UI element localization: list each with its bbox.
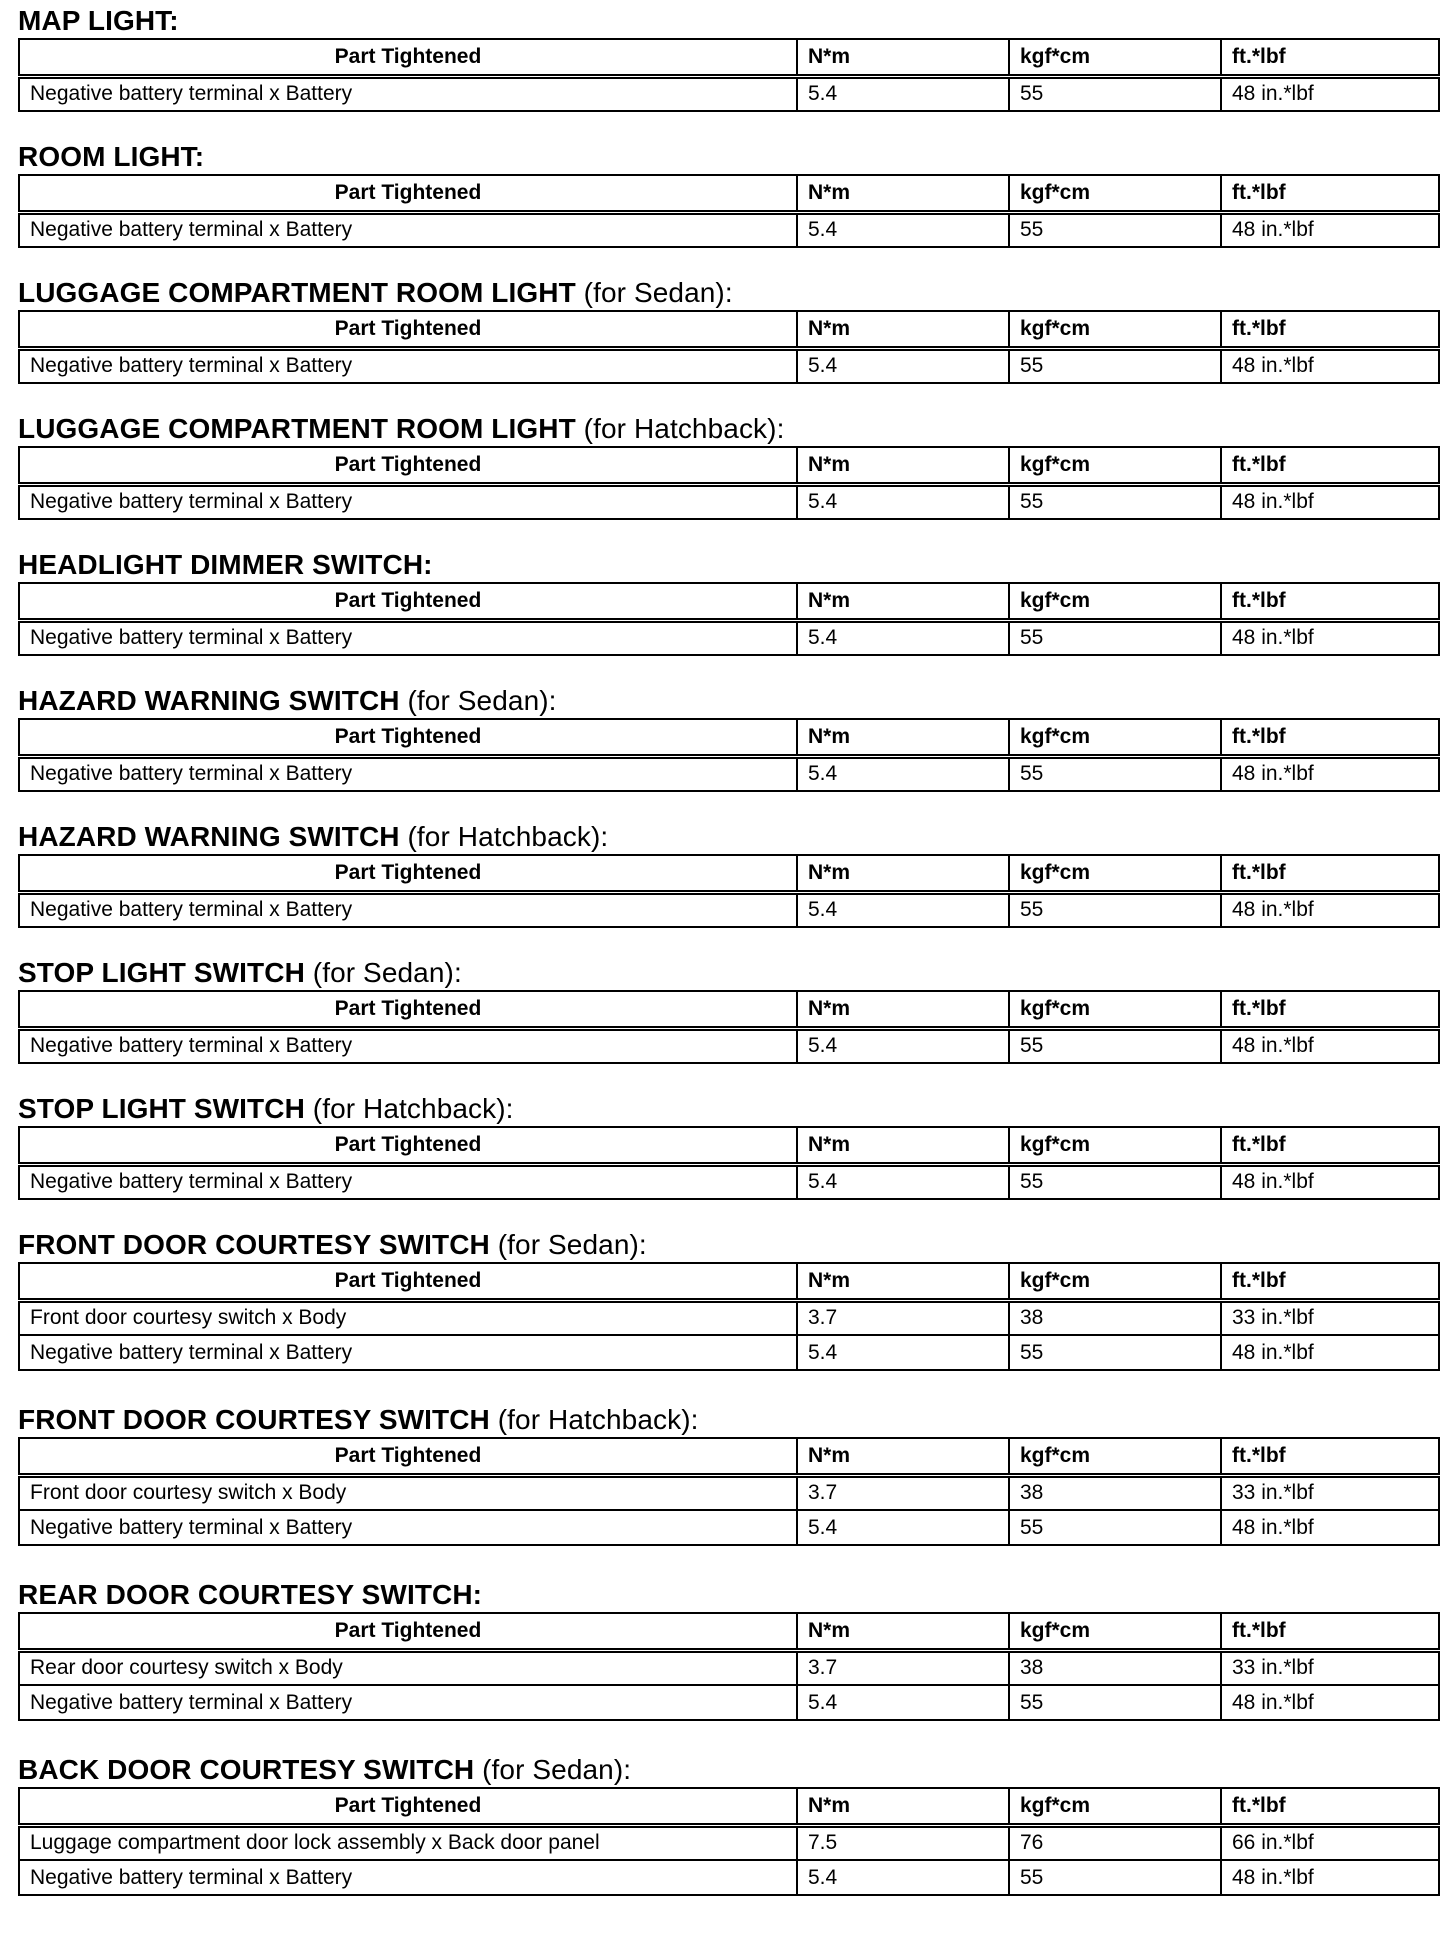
section-title <box>18 548 433 582</box>
table-cell: Rear door courtesy switch x Body <box>19 1650 797 1685</box>
section-title <box>18 4 179 38</box>
column-header: ft.*lbf <box>1221 991 1439 1028</box>
table-cell: 5.4 <box>797 348 1009 383</box>
torque-table <box>18 990 1440 1064</box>
table-cell: 66 in.*lbf <box>1221 1825 1439 1860</box>
section-title <box>18 412 784 446</box>
section-title-qualifier: (for Sedan): <box>482 1754 632 1785</box>
table-row <box>19 212 1439 247</box>
column-header: Part Tightened <box>19 855 797 892</box>
section-title-qualifier: (for Hatchback): <box>583 413 785 444</box>
table-cell: 55 <box>1009 620 1221 655</box>
section-title-main: BACK DOOR COURTESY SWITCH <box>18 1754 483 1785</box>
header-row <box>19 855 1439 892</box>
table-row <box>19 620 1439 655</box>
column-header: N*m <box>797 583 1009 620</box>
column-header: Part Tightened <box>19 719 797 756</box>
table-row <box>19 1510 1439 1545</box>
header-row <box>19 991 1439 1028</box>
column-header: N*m <box>797 719 1009 756</box>
table-cell: Front door courtesy switch x Body <box>19 1300 797 1335</box>
table-cell: Negative battery terminal x Battery <box>19 1164 797 1199</box>
table-cell: Negative battery terminal x Battery <box>19 1335 797 1370</box>
column-header: ft.*lbf <box>1221 583 1439 620</box>
table-cell: Negative battery terminal x Battery <box>19 892 797 927</box>
table-cell: 5.4 <box>797 212 1009 247</box>
torque-table <box>18 1262 1440 1371</box>
section-title-main: REAR DOOR COURTESY SWITCH: <box>18 1579 483 1610</box>
table-cell: Negative battery terminal x Battery <box>19 620 797 655</box>
table-cell: 48 in.*lbf <box>1221 484 1439 519</box>
table-cell: 48 in.*lbf <box>1221 348 1439 383</box>
header-row <box>19 39 1439 76</box>
table-row <box>19 1335 1439 1370</box>
table-cell: 33 in.*lbf <box>1221 1475 1439 1510</box>
header-row <box>19 719 1439 756</box>
header-row <box>19 1788 1439 1825</box>
column-header: N*m <box>797 991 1009 1028</box>
torque-table <box>18 174 1440 248</box>
column-header: Part Tightened <box>19 311 797 348</box>
table-cell: 38 <box>1009 1475 1221 1510</box>
table-row <box>19 1650 1439 1685</box>
column-header: Part Tightened <box>19 1438 797 1475</box>
column-header: N*m <box>797 855 1009 892</box>
header-row <box>19 1127 1439 1164</box>
table-cell: 55 <box>1009 892 1221 927</box>
column-header: kgf*cm <box>1009 1263 1221 1300</box>
table-cell: 5.4 <box>797 892 1009 927</box>
section-title-qualifier: (for Hatchback): <box>497 1404 699 1435</box>
table-cell: 48 in.*lbf <box>1221 620 1439 655</box>
table-row <box>19 1860 1439 1895</box>
section-title <box>18 1403 699 1437</box>
table-cell: 48 in.*lbf <box>1221 1860 1439 1895</box>
table-cell: 55 <box>1009 1028 1221 1063</box>
section-title-main: HEADLIGHT DIMMER SWITCH: <box>18 549 433 580</box>
section-title-qualifier: (for Hatchback): <box>407 821 609 852</box>
header-row <box>19 583 1439 620</box>
column-header: kgf*cm <box>1009 991 1221 1028</box>
table-row <box>19 1300 1439 1335</box>
section-title-main: STOP LIGHT SWITCH <box>18 1093 313 1124</box>
section-title <box>18 276 733 310</box>
table-cell: 7.5 <box>797 1825 1009 1860</box>
header-row <box>19 1438 1439 1475</box>
table-cell: 5.4 <box>797 756 1009 791</box>
column-header: kgf*cm <box>1009 719 1221 756</box>
section-title-main: MAP LIGHT: <box>18 5 179 36</box>
section-title-main: ROOM LIGHT: <box>18 141 205 172</box>
table-cell: 5.4 <box>797 620 1009 655</box>
column-header: N*m <box>797 447 1009 484</box>
table-row <box>19 1164 1439 1199</box>
table-cell: 48 in.*lbf <box>1221 1510 1439 1545</box>
column-header: kgf*cm <box>1009 39 1221 76</box>
table-cell: 48 in.*lbf <box>1221 76 1439 111</box>
column-header: Part Tightened <box>19 39 797 76</box>
column-header: N*m <box>797 175 1009 212</box>
table-row <box>19 484 1439 519</box>
torque-table <box>18 1126 1440 1200</box>
table-cell: 5.4 <box>797 484 1009 519</box>
section-title-main: STOP LIGHT SWITCH <box>18 957 313 988</box>
table-row <box>19 348 1439 383</box>
column-header: kgf*cm <box>1009 1613 1221 1650</box>
header-row <box>19 447 1439 484</box>
table-row <box>19 76 1439 111</box>
table-cell: 55 <box>1009 484 1221 519</box>
table-cell: Front door courtesy switch x Body <box>19 1475 797 1510</box>
table-row <box>19 1825 1439 1860</box>
header-row <box>19 1263 1439 1300</box>
column-header: kgf*cm <box>1009 175 1221 212</box>
table-cell: 55 <box>1009 76 1221 111</box>
table-cell: 48 in.*lbf <box>1221 1335 1439 1370</box>
table-cell: Negative battery terminal x Battery <box>19 1028 797 1063</box>
column-header: kgf*cm <box>1009 583 1221 620</box>
table-row <box>19 1685 1439 1720</box>
column-header: ft.*lbf <box>1221 1613 1439 1650</box>
table-cell: 55 <box>1009 1685 1221 1720</box>
section-title-main: FRONT DOOR COURTESY SWITCH <box>18 1404 498 1435</box>
column-header: ft.*lbf <box>1221 1127 1439 1164</box>
section-title-main: HAZARD WARNING SWITCH <box>18 821 408 852</box>
table-cell: 48 in.*lbf <box>1221 756 1439 791</box>
table-cell: 55 <box>1009 348 1221 383</box>
table-cell: Negative battery terminal x Battery <box>19 1685 797 1720</box>
table-cell: Negative battery terminal x Battery <box>19 484 797 519</box>
column-header: ft.*lbf <box>1221 175 1439 212</box>
torque-table <box>18 1437 1440 1546</box>
column-header: Part Tightened <box>19 447 797 484</box>
header-row <box>19 311 1439 348</box>
section-title-main: FRONT DOOR COURTESY SWITCH <box>18 1229 498 1260</box>
torque-table <box>18 718 1440 792</box>
table-cell: 48 in.*lbf <box>1221 212 1439 247</box>
table-cell: Negative battery terminal x Battery <box>19 1510 797 1545</box>
table-row <box>19 1028 1439 1063</box>
torque-table <box>18 1787 1440 1896</box>
column-header: Part Tightened <box>19 1127 797 1164</box>
table-cell: 5.4 <box>797 1164 1009 1199</box>
table-cell: Negative battery terminal x Battery <box>19 212 797 247</box>
section-title-qualifier: (for Sedan): <box>312 957 462 988</box>
column-header: N*m <box>797 1438 1009 1475</box>
column-header: Part Tightened <box>19 1788 797 1825</box>
section-title-qualifier: (for Sedan): <box>497 1229 647 1260</box>
column-header: kgf*cm <box>1009 855 1221 892</box>
section-title-main: HAZARD WARNING SWITCH <box>18 685 408 716</box>
table-cell: 5.4 <box>797 1028 1009 1063</box>
column-header: ft.*lbf <box>1221 719 1439 756</box>
table-cell: Negative battery terminal x Battery <box>19 348 797 383</box>
header-row <box>19 175 1439 212</box>
table-cell: 76 <box>1009 1825 1221 1860</box>
column-header: Part Tightened <box>19 175 797 212</box>
section-title <box>18 820 608 854</box>
section-title-main: LUGGAGE COMPARTMENT ROOM LIGHT <box>18 413 584 444</box>
column-header: N*m <box>797 1613 1009 1650</box>
section-title <box>18 140 204 174</box>
table-cell: 5.4 <box>797 1860 1009 1895</box>
column-header: Part Tightened <box>19 991 797 1028</box>
table-cell: 3.7 <box>797 1475 1009 1510</box>
table-cell: 5.4 <box>797 1510 1009 1545</box>
column-header: Part Tightened <box>19 583 797 620</box>
table-cell: 48 in.*lbf <box>1221 892 1439 927</box>
column-header: kgf*cm <box>1009 447 1221 484</box>
column-header: ft.*lbf <box>1221 1788 1439 1825</box>
table-cell: 48 in.*lbf <box>1221 1685 1439 1720</box>
column-header: kgf*cm <box>1009 1788 1221 1825</box>
section-title-qualifier: (for Hatchback): <box>312 1093 514 1124</box>
column-header: ft.*lbf <box>1221 1438 1439 1475</box>
section-title <box>18 684 557 718</box>
torque-table <box>18 446 1440 520</box>
table-row <box>19 756 1439 791</box>
section-title <box>18 1092 514 1126</box>
table-cell: 55 <box>1009 212 1221 247</box>
table-cell: 33 in.*lbf <box>1221 1300 1439 1335</box>
column-header: ft.*lbf <box>1221 39 1439 76</box>
table-cell: 33 in.*lbf <box>1221 1650 1439 1685</box>
column-header: N*m <box>797 39 1009 76</box>
table-cell: Negative battery terminal x Battery <box>19 756 797 791</box>
table-cell: 5.4 <box>797 1685 1009 1720</box>
column-header: N*m <box>797 311 1009 348</box>
table-cell: 55 <box>1009 756 1221 791</box>
column-header: N*m <box>797 1263 1009 1300</box>
header-row <box>19 1613 1439 1650</box>
torque-table <box>18 38 1440 112</box>
column-header: kgf*cm <box>1009 1127 1221 1164</box>
table-cell: 38 <box>1009 1650 1221 1685</box>
table-row <box>19 1475 1439 1510</box>
column-header: ft.*lbf <box>1221 1263 1439 1300</box>
column-header: Part Tightened <box>19 1613 797 1650</box>
table-cell: 55 <box>1009 1164 1221 1199</box>
table-cell: 3.7 <box>797 1650 1009 1685</box>
table-cell: 5.4 <box>797 76 1009 111</box>
table-cell: Luggage compartment door lock assembly x Back door panel <box>19 1825 797 1860</box>
table-cell: Negative battery terminal x Battery <box>19 1860 797 1895</box>
column-header: N*m <box>797 1127 1009 1164</box>
table-cell: 5.4 <box>797 1335 1009 1370</box>
column-header: ft.*lbf <box>1221 447 1439 484</box>
torque-table <box>18 310 1440 384</box>
section-title-qualifier: (for Sedan): <box>407 685 557 716</box>
column-header: ft.*lbf <box>1221 855 1439 892</box>
table-cell: Negative battery terminal x Battery <box>19 76 797 111</box>
torque-table <box>18 582 1440 656</box>
table-cell: 55 <box>1009 1510 1221 1545</box>
section-title-main: LUGGAGE COMPARTMENT ROOM LIGHT <box>18 277 584 308</box>
table-cell: 55 <box>1009 1335 1221 1370</box>
section-title <box>18 1228 647 1262</box>
table-cell: 3.7 <box>797 1300 1009 1335</box>
torque-table <box>18 1612 1440 1721</box>
table-row <box>19 892 1439 927</box>
column-header: N*m <box>797 1788 1009 1825</box>
torque-table <box>18 854 1440 928</box>
table-cell: 38 <box>1009 1300 1221 1335</box>
column-header: kgf*cm <box>1009 311 1221 348</box>
column-header: ft.*lbf <box>1221 311 1439 348</box>
table-cell: 48 in.*lbf <box>1221 1164 1439 1199</box>
column-header: Part Tightened <box>19 1263 797 1300</box>
section-title-qualifier: (for Sedan): <box>583 277 733 308</box>
section-title <box>18 1578 482 1612</box>
table-cell: 55 <box>1009 1860 1221 1895</box>
table-cell: 48 in.*lbf <box>1221 1028 1439 1063</box>
section-title <box>18 956 462 990</box>
column-header: kgf*cm <box>1009 1438 1221 1475</box>
section-title <box>18 1753 631 1787</box>
